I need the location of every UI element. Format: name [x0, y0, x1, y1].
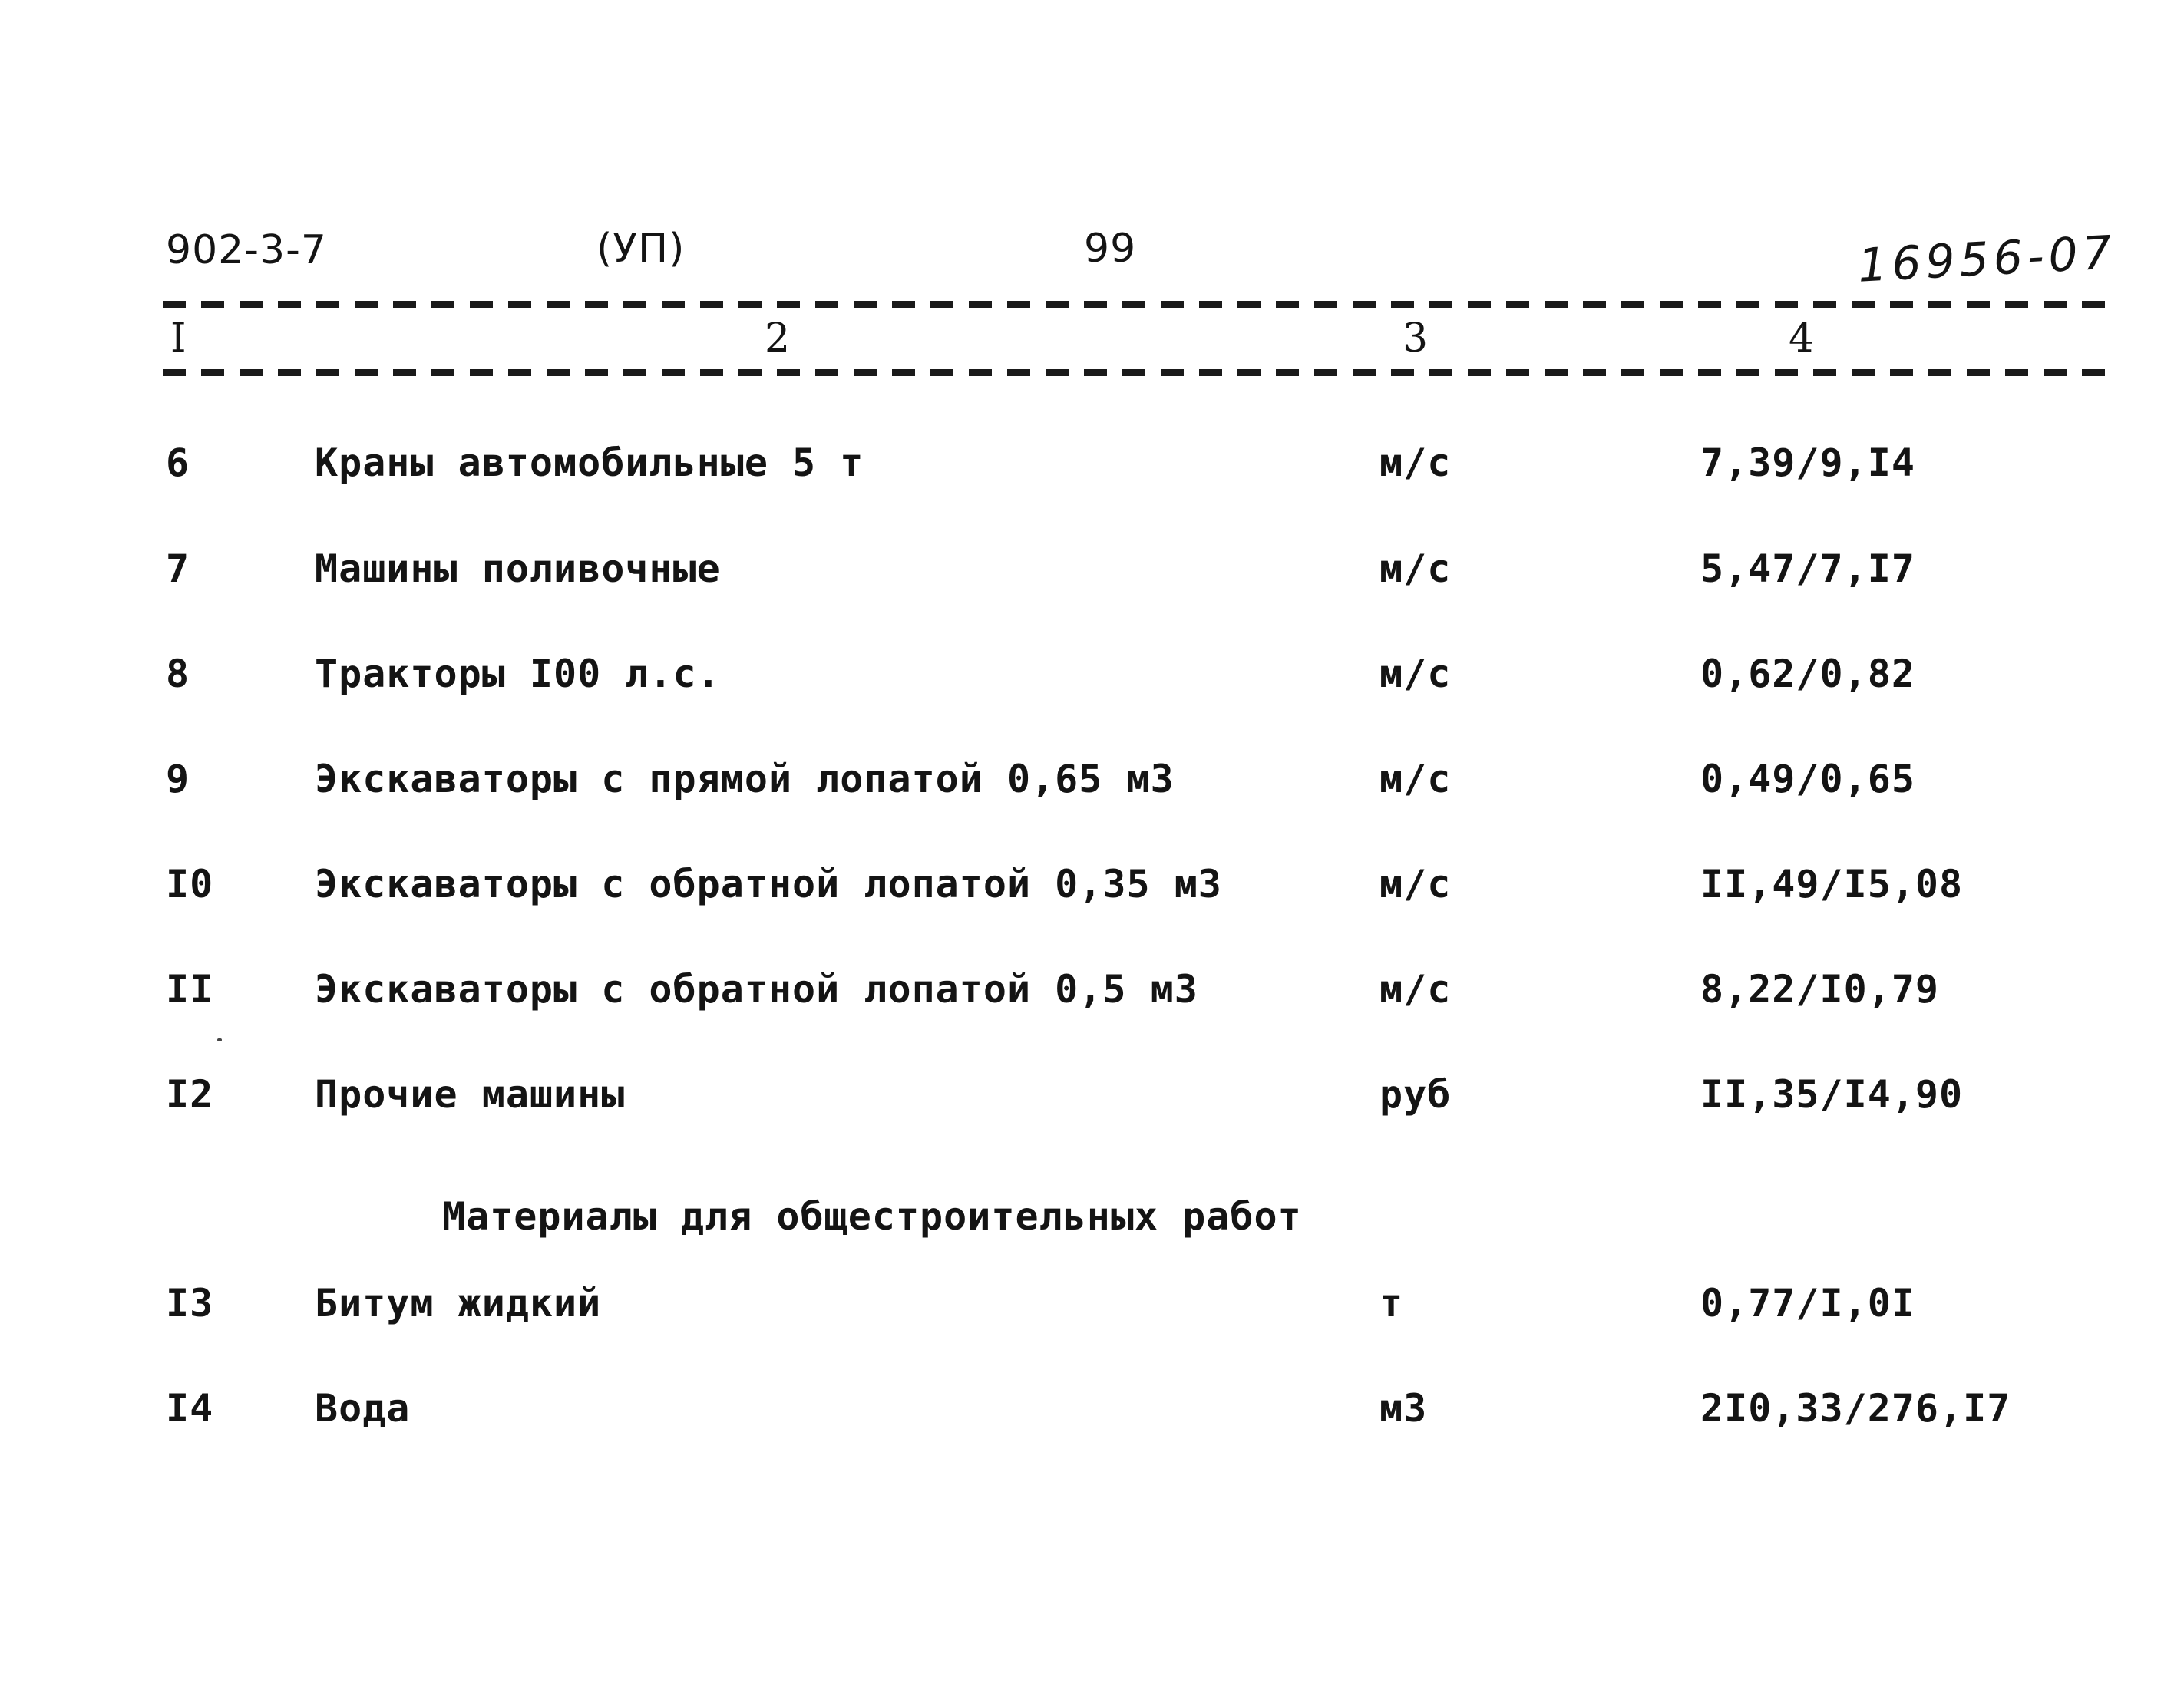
- row-number: 9: [166, 757, 190, 801]
- row-name: Краны автомобильные 5 т: [315, 441, 864, 485]
- row-value: II,49/I5,08: [1700, 862, 1964, 906]
- row-unit: м/с: [1379, 757, 1452, 801]
- row-number: 8: [166, 652, 190, 696]
- row-value: 7,39/9,I4: [1700, 441, 1915, 485]
- row-unit: м/с: [1379, 546, 1452, 591]
- row-unit: м/с: [1379, 967, 1452, 1012]
- row-unit: м/с: [1379, 652, 1452, 696]
- row-value: 8,22/I0,79: [1700, 967, 1940, 1012]
- column-number-4: 4: [1789, 315, 1816, 361]
- page-number: 99: [1084, 226, 1137, 272]
- row-number: 6: [166, 441, 190, 485]
- section-title: Материалы для общестроительных работ: [442, 1194, 1302, 1239]
- row-unit: м/с: [1379, 441, 1452, 485]
- column-number-1: I: [170, 315, 187, 361]
- row-name: Прочие машины: [315, 1072, 626, 1117]
- row-unit: м3: [1379, 1386, 1428, 1431]
- doc-code: 902-3-7: [166, 227, 327, 273]
- row-unit: т: [1379, 1281, 1404, 1325]
- handwritten-reference: 16956-07: [1856, 226, 2118, 293]
- row-name: Экскаваторы с прямой лопатой 0,65 м3: [315, 757, 1175, 801]
- row-name: Битум жидкий: [315, 1281, 602, 1325]
- scan-speck: [217, 1038, 222, 1041]
- row-name: Вода: [315, 1386, 411, 1431]
- row-number: I0: [166, 862, 214, 906]
- row-number: 7: [166, 546, 190, 591]
- row-name: Тракторы I00 л.с.: [315, 652, 721, 696]
- column-number-3: 3: [1403, 315, 1429, 361]
- row-unit: м/с: [1379, 862, 1452, 906]
- row-value: II,35/I4,90: [1700, 1072, 1964, 1117]
- row-name: Экскаваторы с обратной лопатой 0,35 м3: [315, 862, 1222, 906]
- header-bottom-dashed-rule: [163, 369, 2113, 376]
- row-number: I2: [166, 1072, 214, 1117]
- header-top-dashed-rule: [163, 301, 2113, 308]
- row-value: 2I0,33/276,I7: [1700, 1386, 2011, 1431]
- row-number: II: [166, 967, 214, 1012]
- row-name: Экскаваторы с обратной лопатой 0,5 м3: [315, 967, 1198, 1012]
- column-number-2: 2: [765, 315, 791, 361]
- row-unit: руб: [1379, 1072, 1452, 1117]
- doc-series: (УП): [596, 226, 686, 272]
- row-name: Машины поливочные: [315, 546, 721, 591]
- row-value: 5,47/7,I7: [1700, 546, 1915, 591]
- row-value: 0,49/0,65: [1700, 757, 1915, 801]
- row-value: 0,62/0,82: [1700, 652, 1915, 696]
- row-number: I3: [166, 1281, 214, 1325]
- row-value: 0,77/I,0I: [1700, 1281, 1915, 1325]
- row-number: I4: [166, 1386, 214, 1431]
